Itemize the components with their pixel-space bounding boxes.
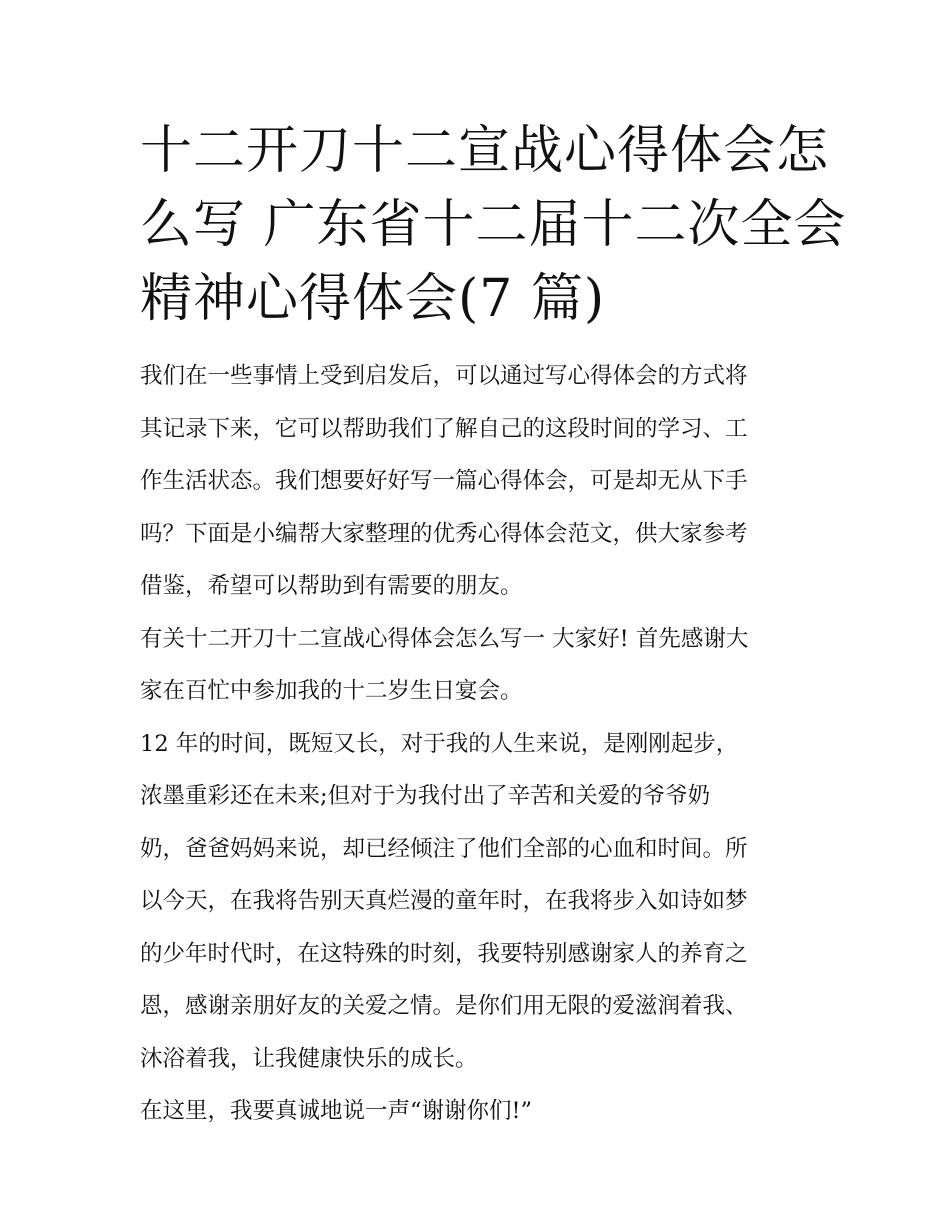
paragraph-twelve-years <box>140 718 812 1086</box>
text-line: 借鉴，希望可以帮助到有需要的朋友。 <box>140 573 523 599</box>
paragraph-greeting <box>140 613 812 718</box>
title-line: 十二开刀十二宣战心得体会怎 <box>140 121 830 181</box>
text-line: 恩，感谢亲朋好友的关爱之情。是你们用无限的爱滋润着我、 <box>140 993 748 1019</box>
document-body <box>140 350 812 1138</box>
paragraph-thanks <box>140 1085 812 1138</box>
text-line: 在这里，我要真诚地说一声“谢谢你们!” <box>140 1098 533 1124</box>
document-title <box>140 114 847 336</box>
paragraph-intro <box>140 350 812 613</box>
text-line: 12 年的时间，既短又长，对于我的人生来说，是刚刚起步， <box>140 730 739 757</box>
title-line: 么写 广东省十二届十二次全会 <box>140 195 847 255</box>
text-line: 以今天，在我将告别天真烂漫的童年时，在我将步入如诗如梦 <box>140 888 748 914</box>
text-line: 作生活状态。我们想要好好写一篇心得体会，可是却无从下手 <box>140 468 748 494</box>
text-line: 有关十二开刀十二宣战心得体会怎么写一 大家好! 首先感谢大 <box>140 625 749 652</box>
text-line: 吗？下面是小编帮大家整理的优秀心得体会范文，供大家参考 <box>140 520 748 547</box>
text-line: 浓墨重彩还在未来;但对于为我付出了辛苦和关爱的爷爷奶 <box>140 783 711 809</box>
text-line: 我们在一些事情上受到启发后，可以通过写心得体会的方式将 <box>140 363 748 389</box>
text-line: 奶，爸爸妈妈来说，却已经倾注了他们全部的心血和时间。所 <box>140 835 748 862</box>
text-line: 沐浴着我，让我健康快乐的成长。 <box>140 1045 478 1072</box>
text-line: 其记录下来，它可以帮助我们了解自己的这段时间的学习、工 <box>140 415 748 442</box>
document-page <box>140 114 847 1138</box>
text-line: 的少年时代时，在这特殊的时刻，我要特别感谢家人的养育之 <box>140 940 748 967</box>
title-line: 精神心得体会(7 篇) <box>140 269 606 329</box>
text-line: 家在百忙中参加我的十二岁生日宴会。 <box>140 678 523 704</box>
